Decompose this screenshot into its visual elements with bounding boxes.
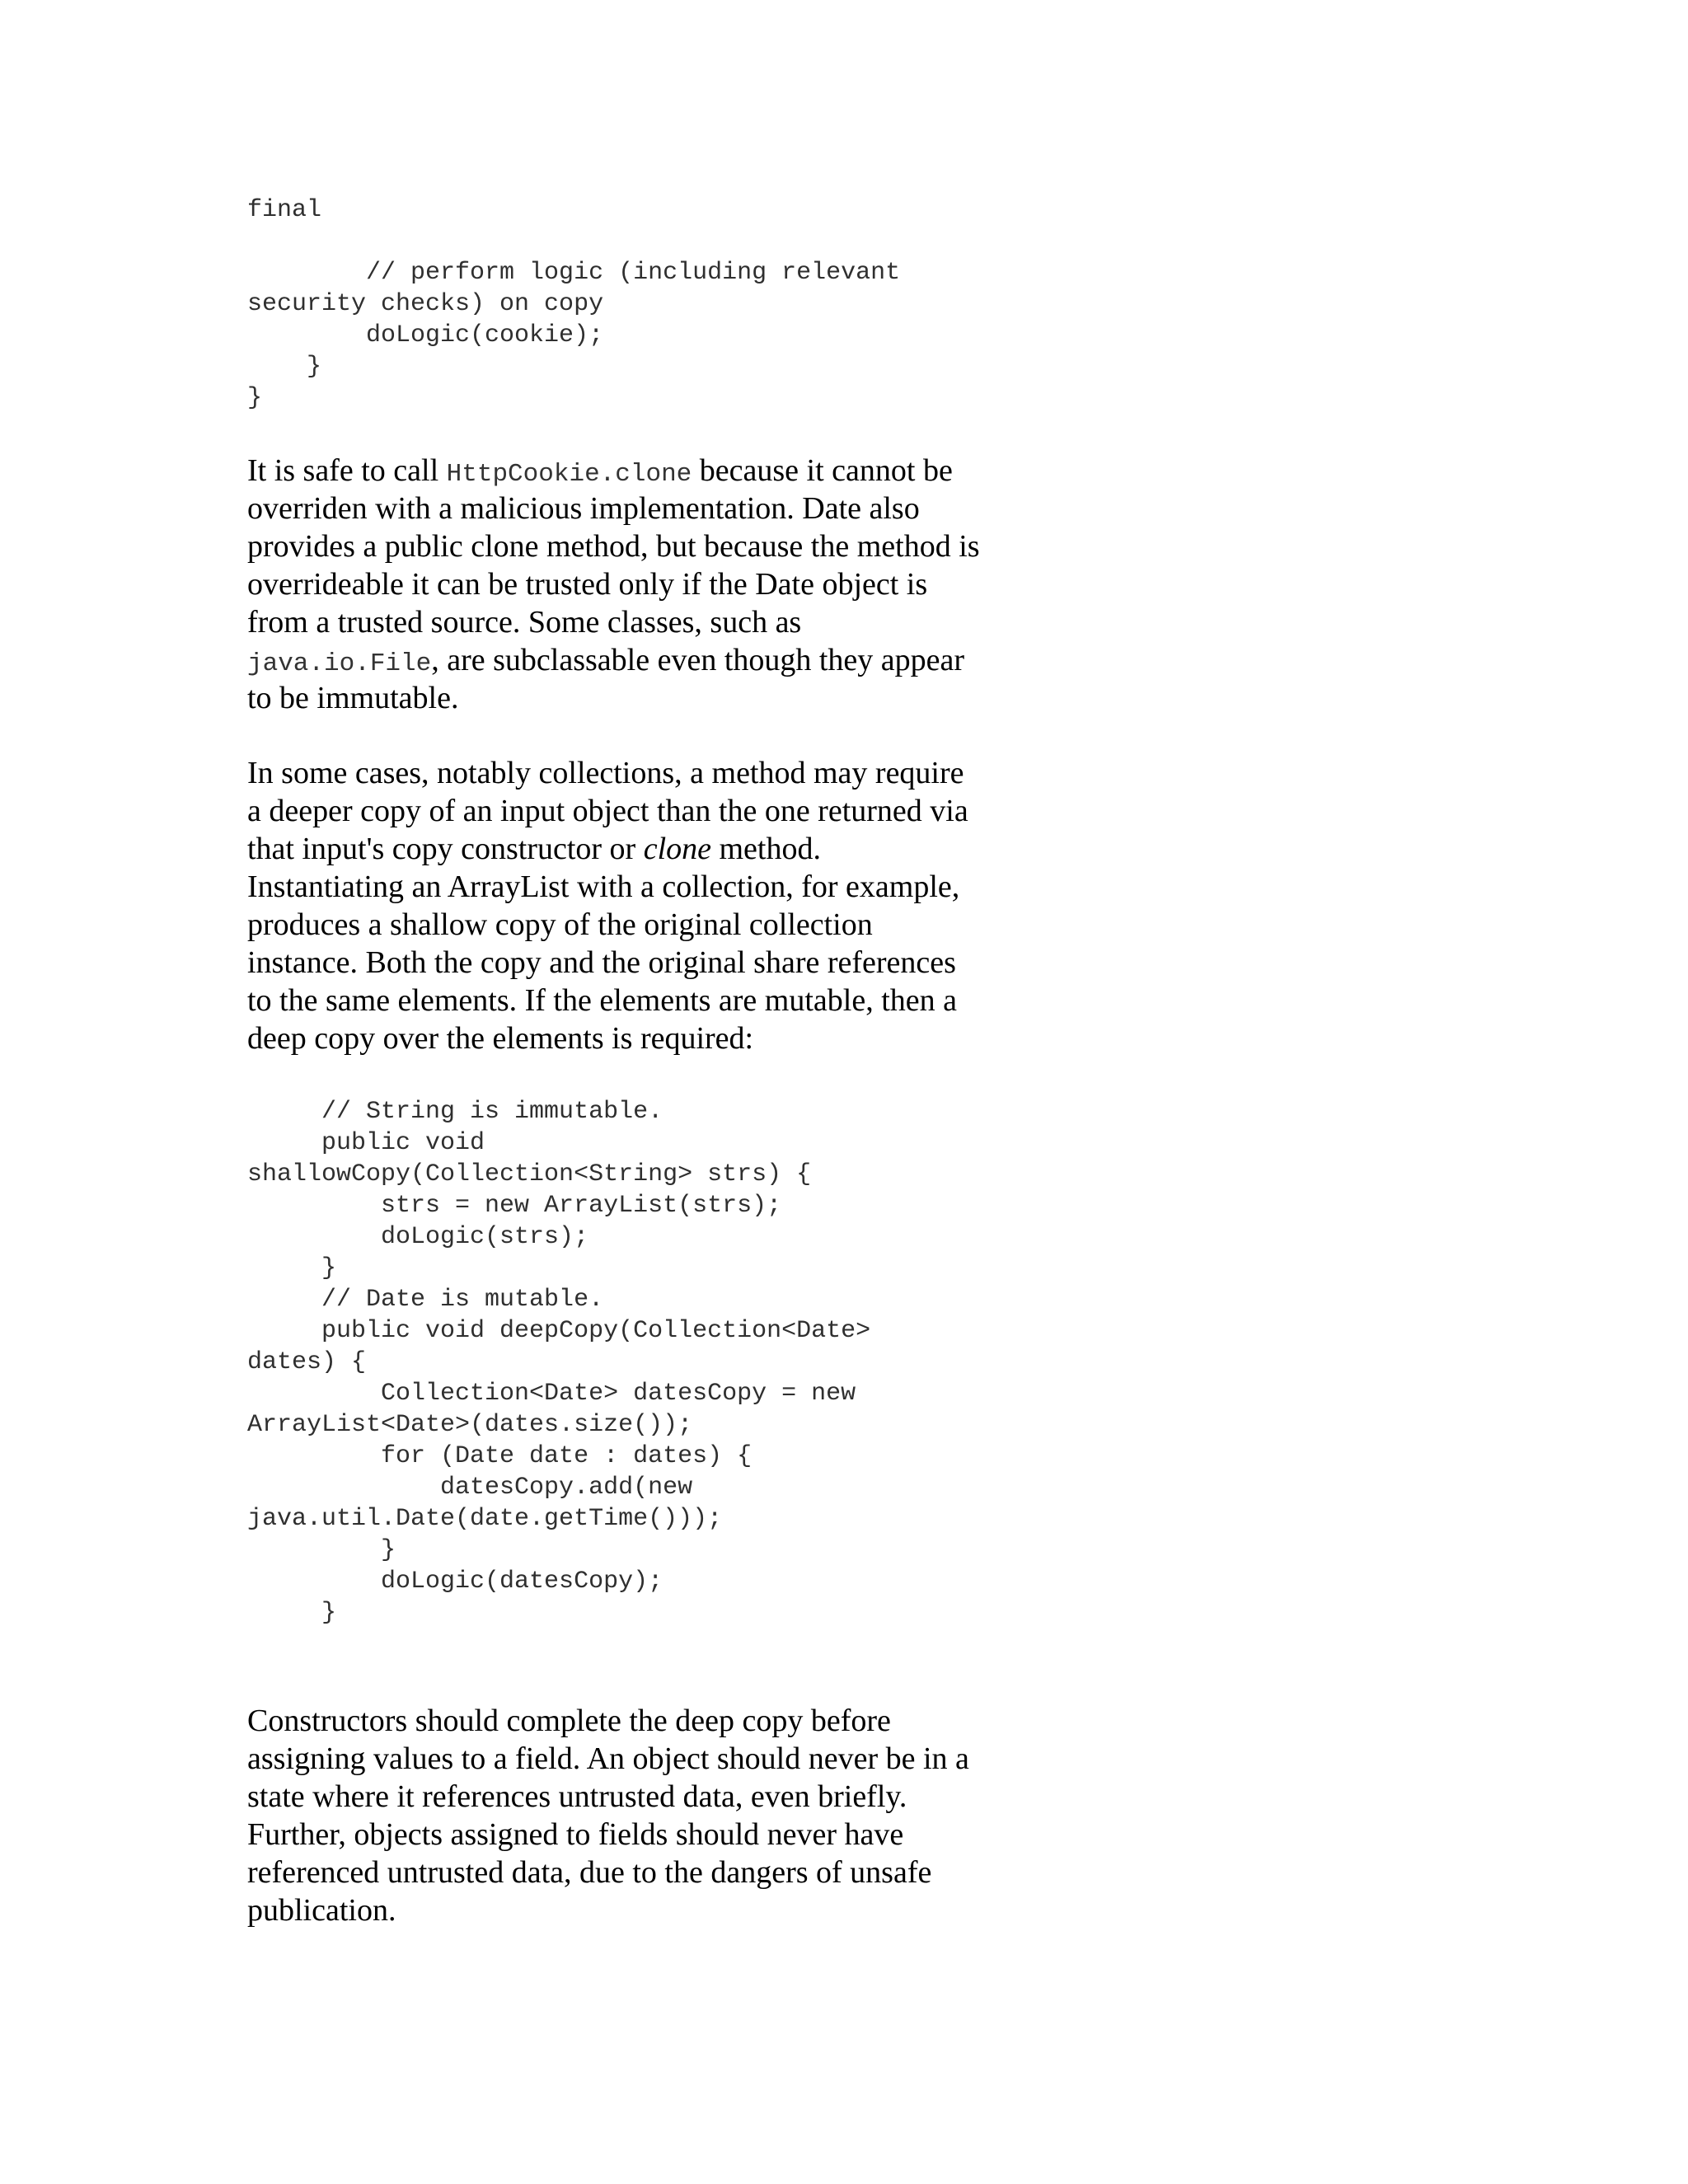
paragraph-line: publication. [247,1893,396,1928]
paragraph-line: to be immutable. [247,681,459,715]
inline-code-httpcookie-clone: HttpCookie.clone [446,460,692,489]
paragraph-line: from a trusted source. Some classes, such as [247,605,802,640]
paragraph-line: Instantiating an ArrayList with a collection, for example, [247,869,960,904]
paragraph-line: overrideable it can be trusted only if the Date object is [247,567,928,602]
paragraph-line: to the same elements. If the elements are mutable, then a [247,983,957,1018]
paragraph-line: It is safe to call HttpCookie.clone because it cannot be [247,453,953,489]
paragraph-line: Further, objects assigned to fields should never have [247,1817,904,1852]
paragraph-line: produces a shallow copy of the original collection [247,907,873,942]
paragraph-line: referenced untrusted data, due to the dangers of unsafe [247,1855,932,1890]
paragraph-line: that input's copy constructor or clone method. [247,832,821,866]
paragraph-line: instance. Both the copy and the original share references [247,945,956,980]
paragraph-line: Constructors should complete the deep copy before [247,1704,891,1738]
code-block-final-dologic: final // perform logic (including relevant security checks) on copy doLogic(cookie); } } [247,196,901,412]
paragraph-constructors [247,1702,969,1929]
paragraph-line: assigning values to a field. An object should never be in a [247,1741,969,1776]
paragraph-httpcookie-clone [247,452,980,717]
paragraph-line: java.io.File, are subclassable even though they appear [247,643,965,678]
inline-code-java-io-file: java.io.File [247,649,432,678]
paragraph-line: In some cases, notably collections, a method may require [247,756,964,790]
paragraph-line: state where it references untrusted data, even briefly. [247,1779,907,1814]
paragraph-line: provides a public clone method, but because the method is [247,529,980,564]
paragraph-line: deep copy over the elements is required: [247,1021,754,1056]
paragraph-line: a deeper copy of an input object than the one returned via [247,794,968,828]
emphasis-clone: clone [643,832,711,866]
paragraph-deep-copy-collections [247,754,968,1057]
paragraph-line: overriden with a malicious implementation. Date also [247,491,920,526]
code-block-shallow-deep-copy: // String is immutable. public void shallowCopy(Collection<String> strs) { strs = new ArrayList(strs); doLogic(strs); } // Date is mutable. public void deepCopy(Collection<Date> dates) { Collection<Date> datesCopy = new ArrayList<Date>(dates.size()); for (Date date : dates) { datesCopy.add(new java.util.Date(date.getTime())); } doLogic(datesCopy); } [247,1098,871,1627]
